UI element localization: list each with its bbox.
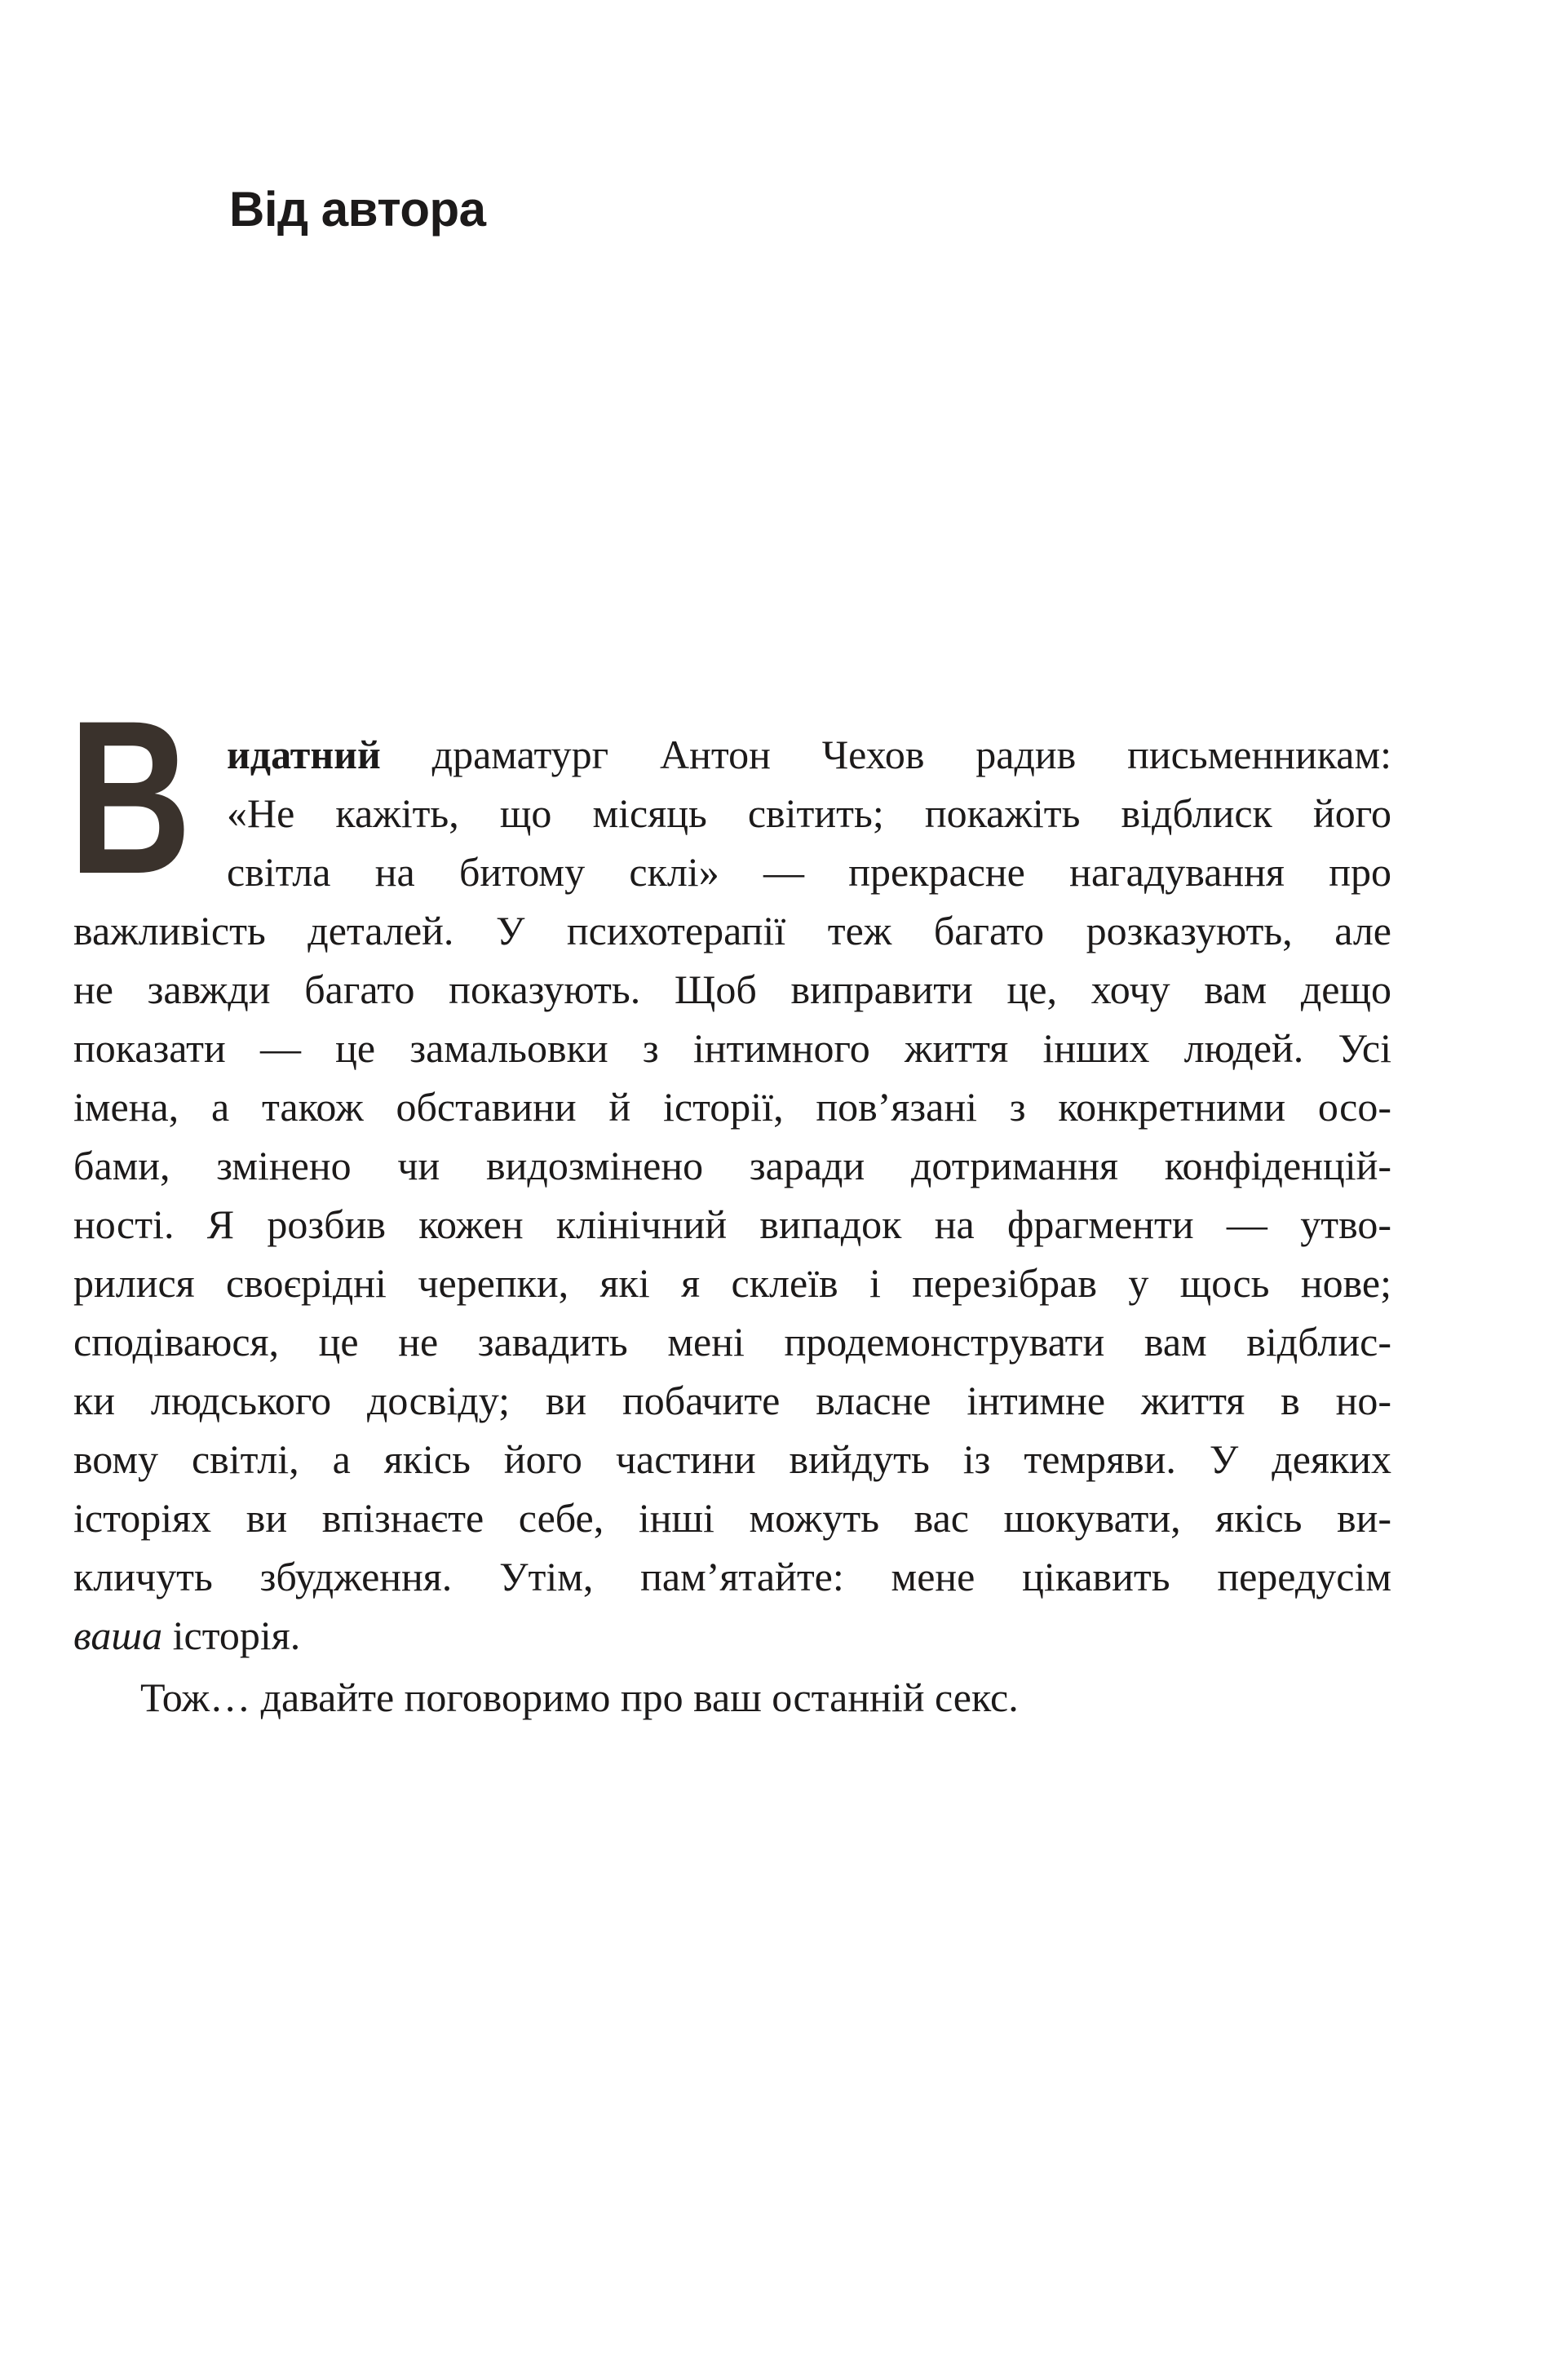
text-line	[73, 1606, 1391, 1665]
text-line	[73, 960, 1391, 1019]
drop-cap: В	[69, 675, 192, 919]
line-text: показати — це замальовки з інтимного життя інших людей. Усі	[73, 1025, 1391, 1071]
line-text: імена, а також обставини й історії, пов’язані з конкретними осо-	[73, 1084, 1391, 1130]
line-text: важливість деталей. У психотерапії теж багато розказують, але	[73, 908, 1391, 953]
text-line	[140, 1668, 1391, 1727]
text-line	[73, 1077, 1391, 1136]
text-line	[227, 725, 1391, 784]
line-text: не завжди багато показують. Щоб виправити це, хочу вам дещо	[73, 967, 1391, 1012]
text-line	[73, 1136, 1391, 1195]
line-text: ності. Я розбив кожен клінічний випадок на фрагменти — утво-	[73, 1201, 1391, 1247]
text-line	[73, 1489, 1391, 1547]
text-line	[227, 784, 1391, 843]
page-heading: Від автора	[229, 182, 486, 237]
line-text: драматург Антон Чехов радив письменникам:	[380, 732, 1391, 777]
line-text: вому світлі, а якісь його частини вийдуть із темряви. У деяких	[73, 1436, 1391, 1482]
line-text: історія.	[162, 1612, 301, 1658]
line-text: «Не кажіть, що місяць світить; покажіть відблиск його	[227, 790, 1391, 836]
line-text: Тож… давайте поговоримо про ваш останній секс.	[140, 1674, 1019, 1720]
line-text: світла на битому склі» — прекрасне нагадування про	[227, 849, 1391, 895]
text-line	[73, 1019, 1391, 1077]
text-line	[73, 1312, 1391, 1371]
text-line	[73, 1430, 1391, 1489]
text-line	[227, 843, 1391, 901]
text-line	[73, 1254, 1391, 1312]
line-text: бами, змінено чи видозмінено заради дотримання конфіденцій-	[73, 1143, 1391, 1188]
line-text: сподіваюся, це не завадить мені продемонструвати вам відблис-	[73, 1319, 1391, 1365]
text-line	[73, 1195, 1391, 1254]
bold-lead-word: идатний	[227, 732, 381, 777]
line-text: історіях ви впізнаєте себе, інші можуть вас шокувати, якісь ви-	[73, 1495, 1391, 1541]
line-text: рилися своєрідні черепки, які я склеїв і перезібрав у щось нове;	[73, 1260, 1391, 1306]
text-line	[73, 1547, 1391, 1606]
text-line	[73, 1371, 1391, 1430]
line-text: ки людського досвіду; ви побачите власне інтимне життя в но-	[73, 1378, 1391, 1423]
text-line	[73, 901, 1391, 960]
italic-word: ваша	[73, 1612, 163, 1658]
line-text: кличуть збудження. Утім, пам’ятайте: мене цікавить передусім	[73, 1554, 1391, 1599]
